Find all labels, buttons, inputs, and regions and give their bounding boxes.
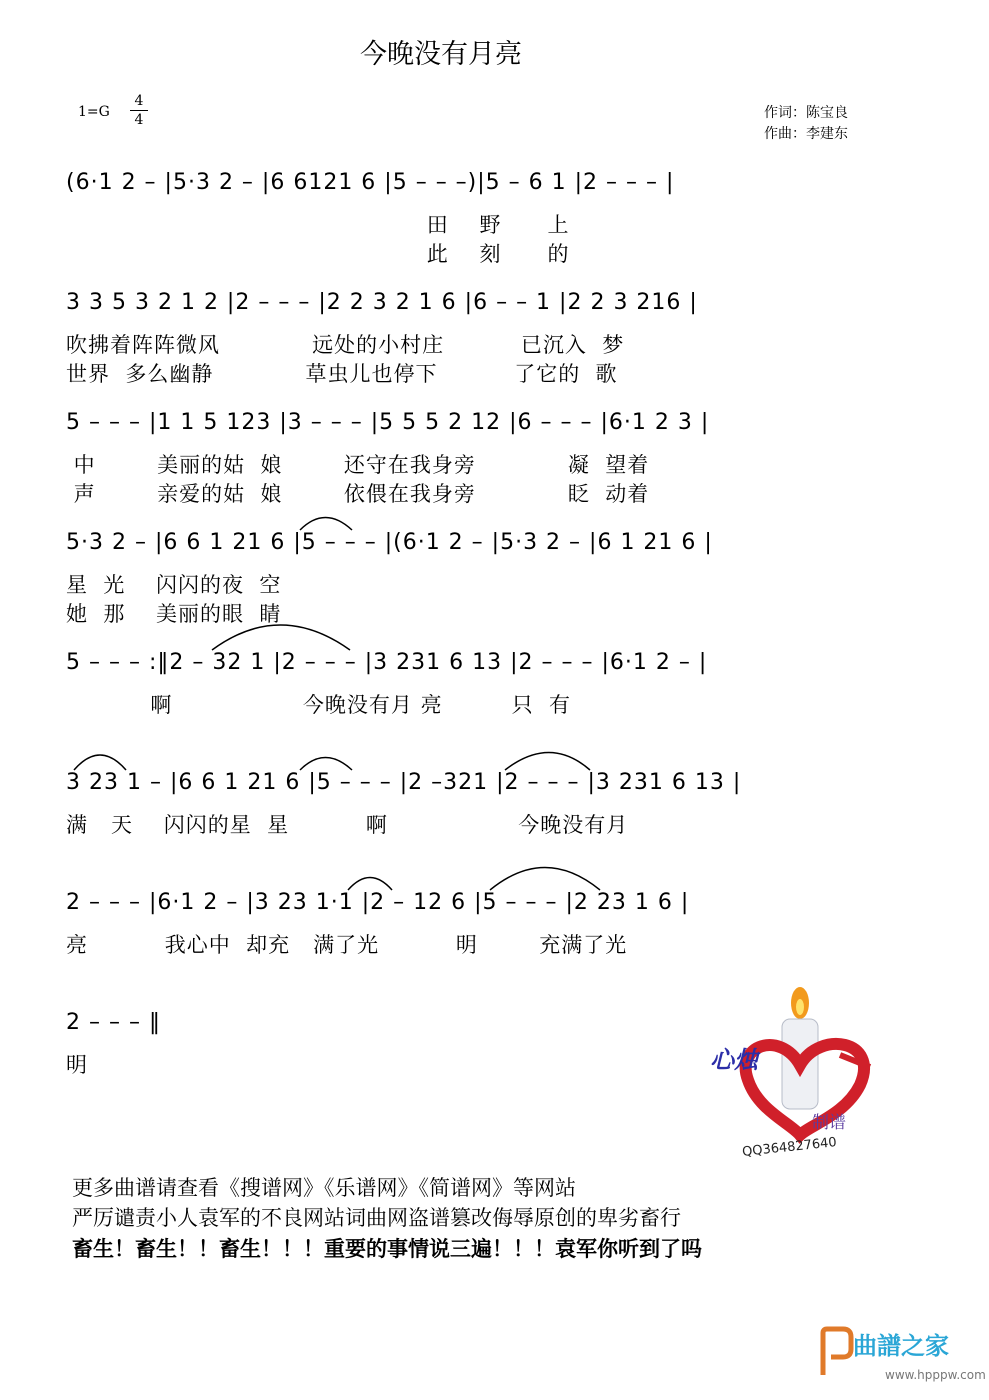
time-signature-top: 4 [134, 93, 144, 109]
lyrics-row-5: 啊 今晚没有月 亮 只 有 [66, 693, 572, 717]
lyrics-row-1-verse-2: 此 刻 的 [66, 242, 570, 266]
slur-mark [490, 868, 600, 891]
logo-label: 制谱 [812, 1113, 846, 1133]
lyrics-row-2-verse-2: 世界 多么幽静 草虫儿也停下 了它的 歌 [66, 362, 618, 386]
slur-mark [74, 755, 126, 770]
notation-row-2: 3 3 5 3 2 1 2 |2 – – – |2 2 3 2 1 6 |6 – – 1 |2 2 3 216 | [66, 290, 698, 315]
site-name: 曲譜之家 [853, 1332, 949, 1360]
notation-row-7: 2 – – – |6·1 2 – |3 23 1·1 |2 – 12 6 |5 – – – |2 23 1 6 | [66, 890, 690, 915]
notation-row-1: (6·1 2 – |5·3 2 – |6 6121 6 |5 – – –)|5 – 6 1 |2 – – – | [66, 170, 675, 195]
slur-mark [212, 625, 350, 650]
logo-text: 心烛 [710, 1046, 758, 1074]
lyrics-row-4-verse-1: 星 光 闪闪的夜 空 [66, 573, 282, 597]
notation-row-8: 2 – – – ‖ [66, 1010, 161, 1035]
composer-credit: 作曲：李建东 [764, 126, 848, 142]
lyrics-row-4-verse-2: 她 那 美丽的眼 睛 [66, 602, 282, 626]
time-signature-bottom: 4 [130, 110, 148, 129]
slur-mark [300, 518, 352, 531]
song-title: 今晚没有月亮 [360, 39, 522, 70]
lyrics-row-3-verse-2: 声 亲爱的姑 娘 依偎在我身旁 眨 动着 [66, 482, 650, 506]
lyrics-row-6: 满 天 闪闪的星 星 啊 今晚没有月 [66, 813, 629, 837]
lyrics-row-2-verse-1: 吹拂着阵阵微风 远处的小村庄 已沉入 梦 [66, 333, 625, 357]
notation-row-4: 5·3 2 – |6 6 1 21 6 |5 – – – |(6·1 2 – |5·3 2 – |6 1 21 6 | [66, 530, 713, 555]
site-logo-icon [815, 1325, 855, 1385]
lyrics-row-7: 亮 我心中 却充 满了光 明 充满了光 [66, 933, 628, 957]
notation-row-5: 5 – – – :‖2 – 32 1 |2 – – – |3 231 6 13 |2 – – – |6·1 2 – | [66, 650, 708, 675]
notation-row-3: 5 – – – |1 1 5 123 |3 – – – |5 5 5 2 12 |6 – – – |6·1 2 3 | [66, 410, 710, 435]
lyrics-row-8: 明 [66, 1053, 88, 1077]
notation-row-6: 3 23 1 – |6 6 1 21 6 |5 – – – |2 –321 |2 – – – |3 231 6 13 | [66, 770, 742, 795]
slur-mark [300, 758, 352, 771]
slur-mark [348, 878, 392, 891]
lyrics-row-1-verse-1: 田 野 上 [66, 213, 570, 237]
lyrics-row-3-verse-1: 中 美丽的姑 娘 还守在我身旁 凝 望着 [66, 453, 650, 477]
logo-qq: QQ364827640 [741, 1135, 838, 1160]
footer-line-3: 畜生！畜生！！畜生！！！重要的事情说三遍！！！袁军你听到了吗 [72, 1237, 702, 1261]
slur-mark [505, 753, 590, 771]
footer-line-1: 更多曲谱请查看《搜谱网》《乐谱网》《简谱网》等网站 [72, 1176, 576, 1200]
key-signature: 1=G [78, 104, 110, 120]
site-watermark [815, 1320, 985, 1395]
site-url: www.hpppw.com [885, 1368, 986, 1382]
lyricist-credit: 作词：陈宝良 [764, 105, 848, 121]
footer-line-2: 严厉谴责小人袁军的不良网站词曲网盗谱篡改侮辱原创的卑劣畜行 [72, 1206, 681, 1230]
